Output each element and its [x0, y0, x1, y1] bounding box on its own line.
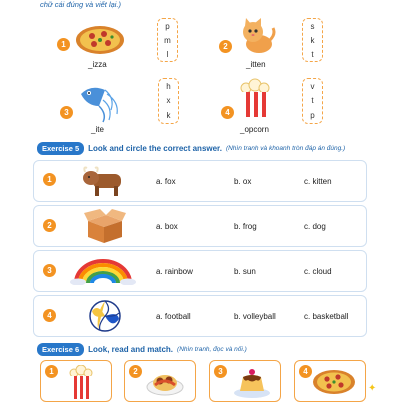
exercise-badge: Exercise 5 [37, 142, 84, 155]
exercise-title: Look, read and match. [88, 345, 174, 354]
exercise6-header [37, 343, 247, 356]
answer-option[interactable]: a. rainbow [156, 267, 193, 276]
item-number: 1 [45, 365, 58, 378]
item-number: 2 [43, 219, 56, 232]
letter-options [158, 78, 179, 124]
answer-option[interactable]: a. football [156, 312, 191, 321]
answer-option[interactable]: c. dog [304, 222, 326, 231]
item-number: 2 [129, 365, 142, 378]
answer-option[interactable]: a. fox [156, 177, 176, 186]
pizza-icon [74, 22, 126, 58]
letter-option[interactable]: l [166, 49, 169, 59]
question-row [33, 205, 367, 247]
answer-option[interactable]: b. frog [234, 222, 257, 231]
letter-option[interactable]: s [310, 21, 315, 31]
answer-option[interactable]: b. ox [234, 177, 252, 186]
question-row [33, 295, 367, 337]
letter-option[interactable]: m [164, 35, 171, 45]
letter-option[interactable]: t [311, 49, 314, 59]
exercise-badge: Exercise 6 [37, 343, 84, 356]
blank-word: _ite [91, 125, 104, 134]
answer-option[interactable]: a. box [156, 222, 178, 231]
star-icon: ✦ [368, 383, 377, 394]
popcorn-icon [238, 78, 272, 118]
kite-icon [77, 80, 123, 124]
box-icon [82, 207, 126, 245]
answer-option[interactable]: b. sun [234, 267, 256, 276]
letter-option[interactable]: x [166, 96, 171, 106]
match-card[interactable] [124, 360, 196, 402]
kitten-icon [237, 16, 277, 56]
letter-option[interactable]: t [311, 96, 314, 106]
item-number: 3 [214, 365, 227, 378]
exercise-subtitle: (Nhìn tranh và khoanh tròn đáp án đúng.) [225, 145, 346, 152]
question-row [33, 250, 367, 292]
popcorn-icon [67, 365, 95, 399]
pizza-icon [311, 367, 357, 397]
blank-word: _opcorn [240, 125, 269, 134]
question-row [33, 160, 367, 202]
ox-icon [81, 164, 125, 198]
letter-option[interactable]: v [310, 81, 315, 91]
exercise-subtitle: (Nhìn tranh, đọc và nối.) [177, 346, 247, 353]
answer-option[interactable]: b. volleyball [234, 312, 276, 321]
exercise5-header [37, 142, 345, 155]
answer-option[interactable]: c. basketball [304, 312, 349, 321]
letter-option[interactable]: p [310, 111, 315, 121]
letter-option[interactable]: p [165, 21, 170, 31]
letter-option[interactable]: h [166, 81, 171, 91]
item-number: 2 [219, 40, 232, 53]
answer-option[interactable]: c. kitten [304, 177, 332, 186]
letter-options [302, 18, 323, 62]
volleyball-icon [88, 299, 122, 333]
pudding-icon [232, 365, 272, 399]
letter-options [302, 78, 323, 124]
item-number: 3 [60, 106, 73, 119]
answer-option[interactable]: c. cloud [304, 267, 332, 276]
letter-option[interactable]: k [310, 35, 315, 45]
letter-option[interactable]: k [166, 111, 171, 121]
exercise4-instruction-tail: chữ cái đúng và viết lại.) [40, 0, 122, 9]
item-number: 4 [221, 106, 234, 119]
item-number: 3 [43, 264, 56, 277]
letter-options [157, 18, 178, 62]
rainbow-icon [70, 257, 136, 285]
item-number: 4 [299, 365, 312, 378]
item-number: 4 [43, 309, 56, 322]
item-number: 1 [57, 38, 70, 51]
exercise-title: Look and circle the correct answer. [88, 144, 222, 153]
match-card[interactable] [40, 360, 112, 402]
blank-word: _itten [246, 60, 266, 69]
spaghetti-icon [145, 367, 185, 397]
match-card[interactable] [294, 360, 366, 402]
blank-word: _izza [88, 60, 107, 69]
item-number: 1 [43, 173, 56, 186]
match-card[interactable] [209, 360, 281, 402]
